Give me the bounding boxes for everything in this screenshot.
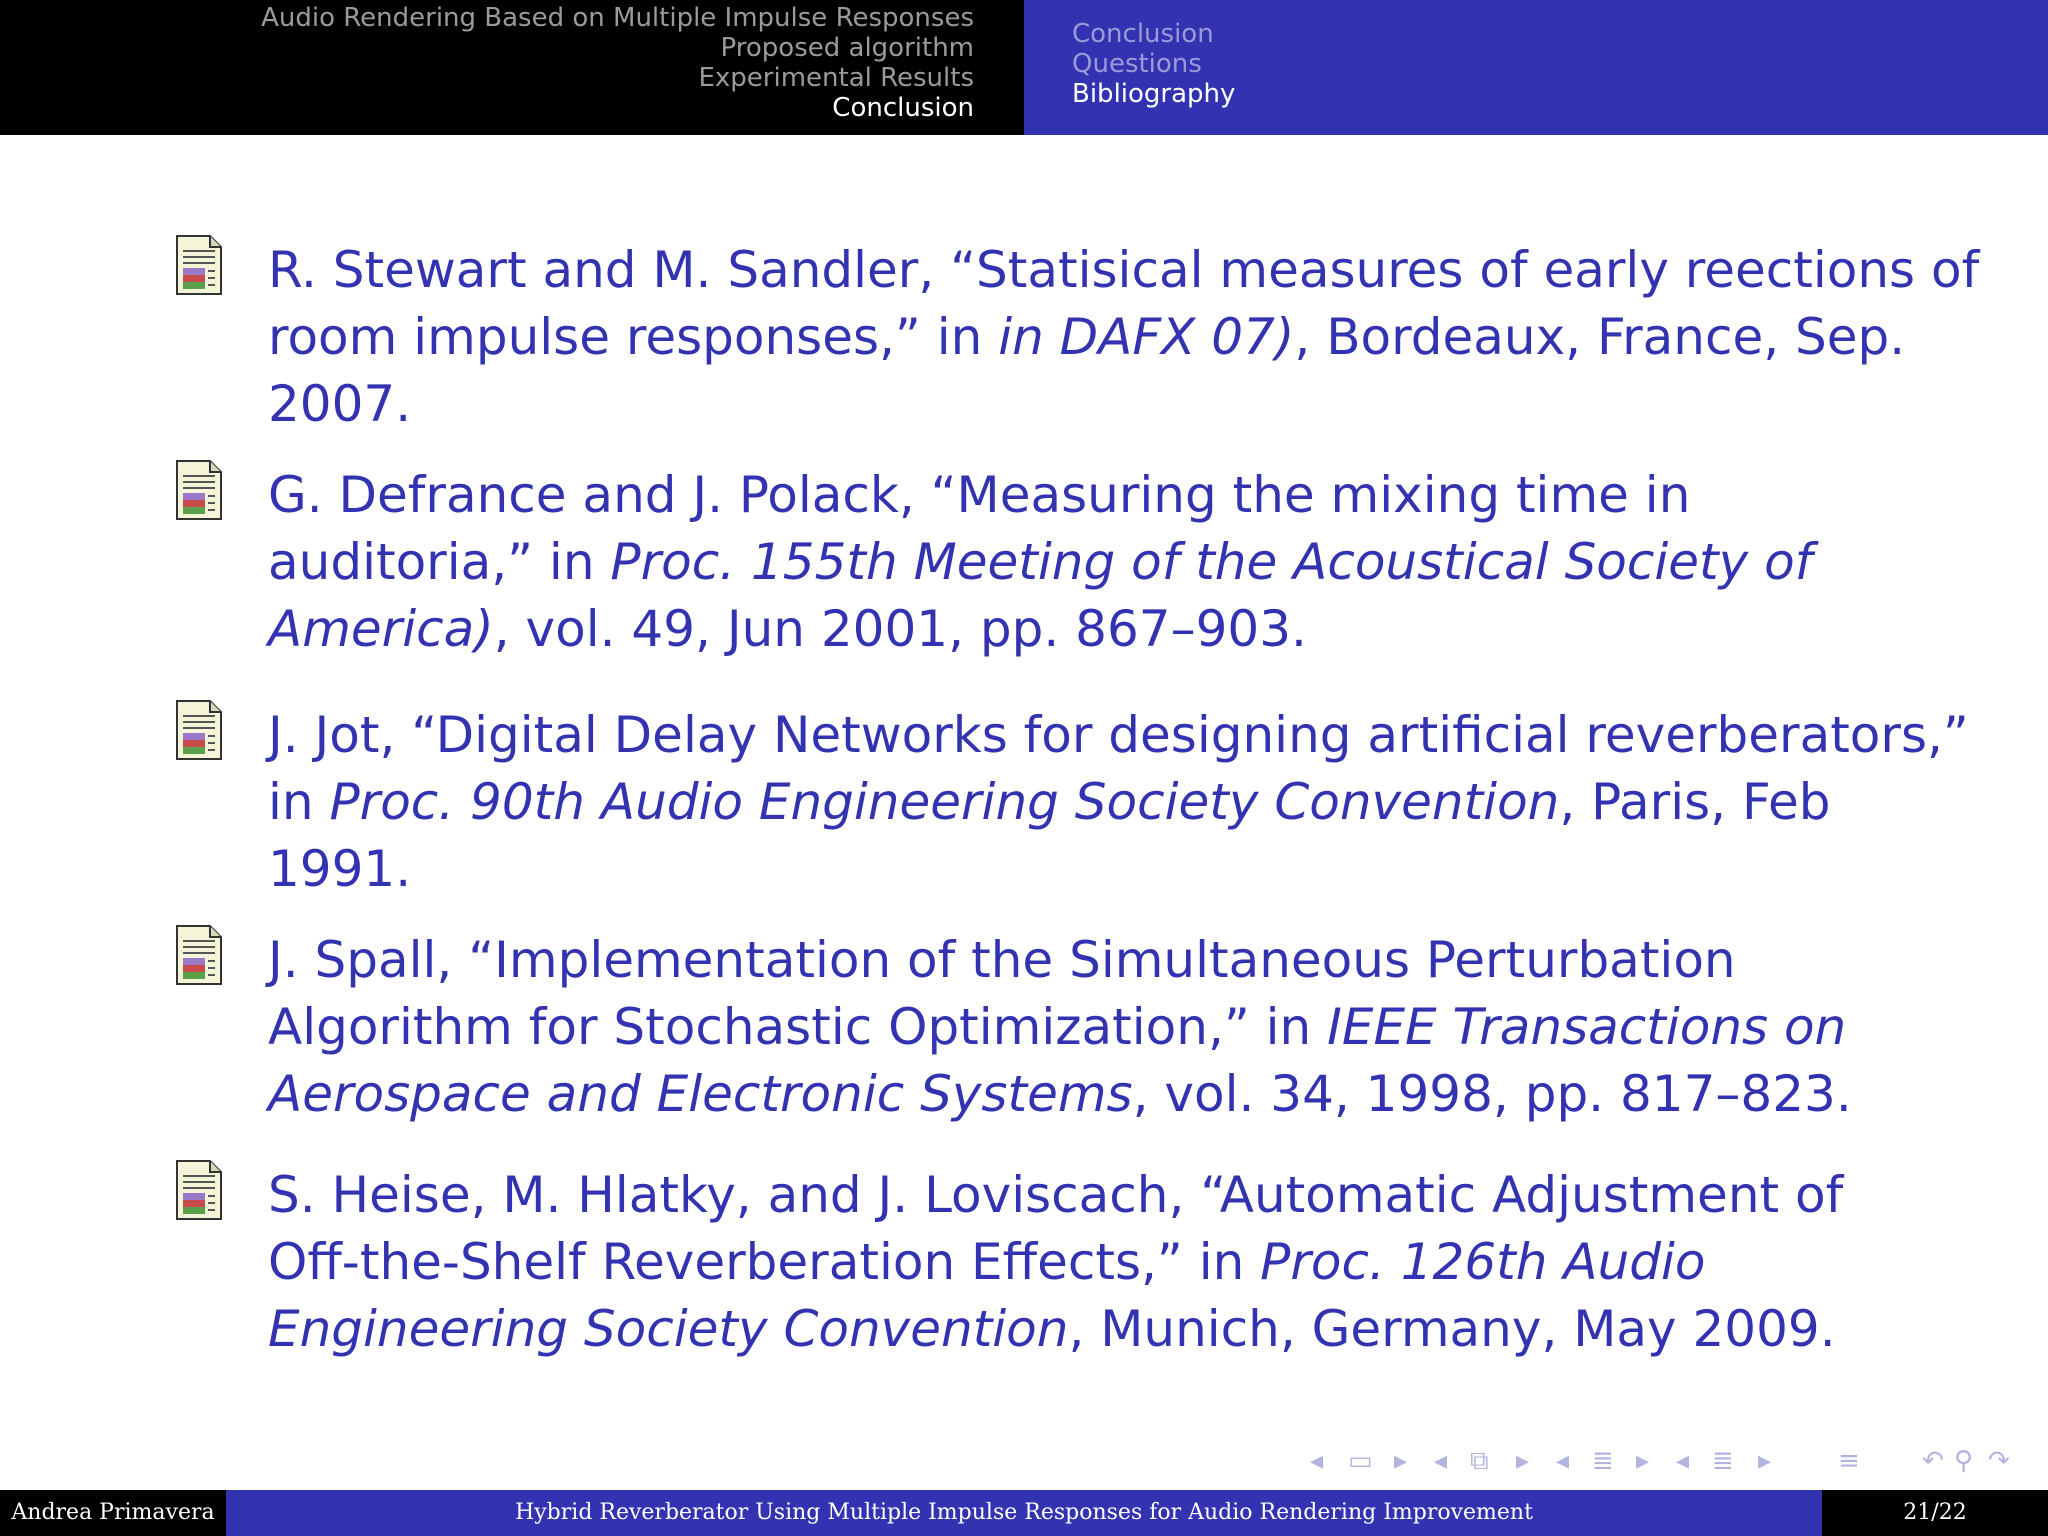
bibliography-text	[268, 237, 1980, 438]
bibliography-line: Algorithm for Stochastic Optimization,” in IEEE Transactions on	[268, 998, 1847, 1056]
article-icon	[176, 1160, 222, 1220]
article-icon	[176, 925, 222, 985]
subsection-navigation	[1024, 0, 2048, 135]
arrow-right-icon[interactable]: ▸	[1758, 1446, 1772, 1476]
bibliography-venue: America)	[268, 600, 494, 658]
article-icon	[176, 700, 222, 760]
slide-content	[0, 135, 2048, 1490]
nav-subsection-conclusion[interactable]: Conclusion	[1072, 19, 1214, 49]
presentation-icon[interactable]: ≣	[1712, 1446, 1734, 1476]
arrow-left-icon[interactable]: ◂	[1676, 1446, 1690, 1476]
page-number: 21/22	[1822, 1490, 2048, 1536]
arrow-left-icon[interactable]: ◂	[1556, 1446, 1570, 1476]
bibliography-line: America), vol. 49, Jun 2001, pp. 867–903.	[268, 600, 1307, 658]
bibliography-line: 2007.	[268, 375, 412, 433]
footer-title: Hybrid Reverberator Using Multiple Impulse Responses for Audio Rendering Improvement	[226, 1490, 1822, 1536]
bibliography-venue: Aerospace and Electronic Systems	[268, 1065, 1133, 1123]
nav-section-audio-rendering[interactable]: Audio Rendering Based on Multiple Impulse Responses	[261, 3, 974, 33]
section-icon[interactable]: ≣	[1592, 1446, 1614, 1476]
section-navigation	[0, 0, 1024, 135]
bibliography-line: Off-the-Shelf Reverberation Effects,” in Proc. 126th Audio	[268, 1233, 1706, 1291]
bibliography-text	[268, 927, 1908, 1128]
bibliography-venue: Proc. 90th Audio Engineering Society Convention	[329, 773, 1560, 831]
forward-icon[interactable]: ↷	[1988, 1446, 2010, 1476]
navigation-symbols	[1310, 1443, 2030, 1479]
nav-subsection-questions[interactable]: Questions	[1072, 49, 1202, 79]
bibliography-line: 1991.	[268, 840, 412, 898]
search-icon[interactable]: ⚲	[1954, 1446, 1974, 1476]
nav-section-experimental-results[interactable]: Experimental Results	[698, 63, 974, 93]
frame-icon[interactable]: ▭	[1348, 1446, 1373, 1476]
bibliography-venue: Proc. 155th Meeting of the Acoustical Society of	[610, 533, 1813, 591]
section-list	[261, 3, 974, 123]
header	[0, 0, 2048, 135]
bibliography-text	[268, 702, 1969, 903]
bibliography-text	[268, 462, 1908, 663]
article-icon	[176, 235, 222, 295]
subsection-icon[interactable]: ⧉	[1470, 1446, 1489, 1476]
back-icon[interactable]: ↶	[1922, 1446, 1944, 1476]
bibliography-line: R. Stewart and M. Sandler, “Statisical measures of early reections of	[268, 241, 1980, 299]
nav-subsection-bibliography[interactable]: Bibliography	[1072, 79, 1236, 109]
bibliography-line: room impulse responses,” in in DAFX 07), Bordeaux, France, Sep.	[268, 308, 1906, 366]
appendix-icon[interactable]: ≡	[1838, 1446, 1860, 1476]
bibliography-line: J. Jot, “Digital Delay Networks for designing artificial reverberators,”	[268, 706, 1969, 764]
bibliography-line: Engineering Society Convention, Munich, Germany, May 2009.	[268, 1300, 1836, 1358]
bibliography-line: G. Defrance and J. Polack, “Measuring the mixing time in	[268, 466, 1691, 524]
bibliography-venue: IEEE Transactions on	[1327, 998, 1847, 1056]
arrow-right-icon[interactable]: ▸	[1636, 1446, 1650, 1476]
nav-section-proposed-algorithm[interactable]: Proposed algorithm	[720, 33, 974, 63]
bibliography-line: auditoria,” in Proc. 155th Meeting of the Acoustical Society of	[268, 533, 1813, 591]
arrow-right-icon[interactable]: ▸	[1516, 1446, 1530, 1476]
arrow-left-icon[interactable]: ◂	[1434, 1446, 1448, 1476]
bibliography-line: J. Spall, “Implementation of the Simultaneous Perturbation	[268, 931, 1736, 989]
bibliography-line: Aerospace and Electronic Systems, vol. 34, 1998, pp. 817–823.	[268, 1065, 1852, 1123]
bibliography-venue: in DAFX 07)	[998, 308, 1295, 366]
bibliography-line: S. Heise, M. Hlatky, and J. Loviscach, “Automatic Adjustment of	[268, 1166, 1844, 1224]
footer	[0, 1490, 2048, 1536]
arrow-right-icon[interactable]: ▸	[1394, 1446, 1408, 1476]
article-icon	[176, 460, 222, 520]
footer-author: Andrea Primavera	[0, 1490, 226, 1536]
nav-section-conclusion[interactable]: Conclusion	[832, 93, 974, 123]
bibliography-text	[268, 1162, 1908, 1363]
subsection-list	[1072, 19, 1235, 109]
bibliography-venue: Engineering Society Convention	[268, 1300, 1069, 1358]
bibliography-venue: Proc. 126th Audio	[1260, 1233, 1706, 1291]
bibliography-line: in Proc. 90th Audio Engineering Society Convention, Paris, Feb	[268, 773, 1831, 831]
arrow-left-icon[interactable]: ◂	[1310, 1446, 1324, 1476]
